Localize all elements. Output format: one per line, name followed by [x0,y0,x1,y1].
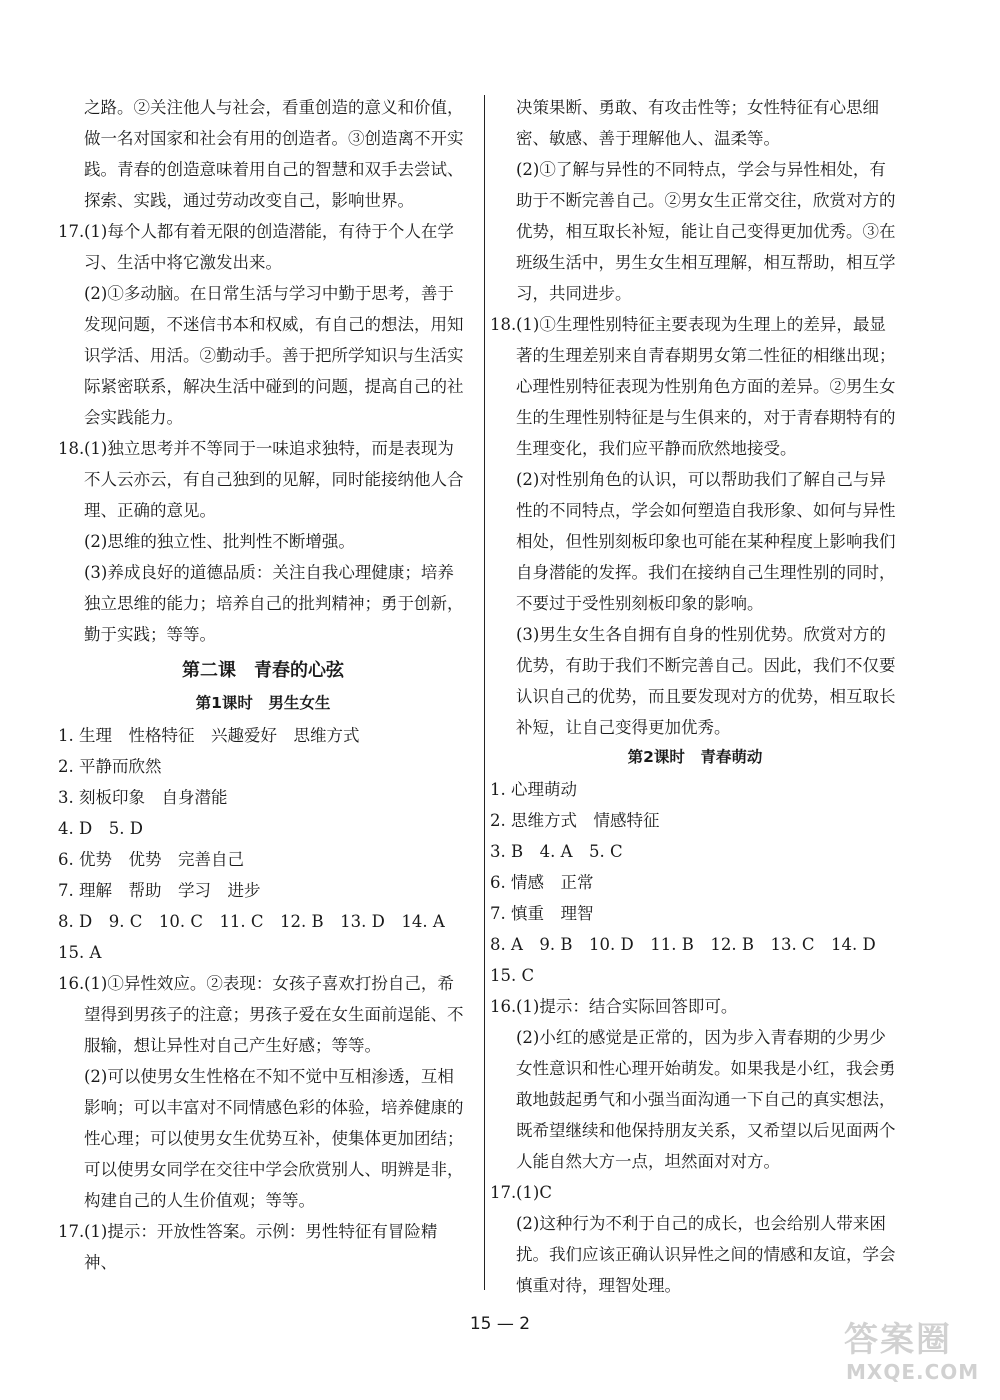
question-number: 18. [490,315,517,334]
column-divider [484,95,485,1290]
lesson-title: 第二课 青春的心弦 [182,660,344,681]
watermark-logo [838,1312,988,1392]
left-continuation-paragraph: 之路。②关注他人与社会，看重创造的意义和价值，做一名对国家和社会有用的创造者。③创造离不开实践。青春的创造意味着用自己的智慧和双手去尝试、探索、实践，通过劳动改变自己，影响世界。 [84,98,464,210]
answer-text: (1)①生理性别特征主要表现为生理上的差异，最显著的生理差别来自青春期男女第二性征的相继出现；心理性别特征表现为性别角色方面的差异。②男生女生的生理性别特征是与生俱来的，对于青春期特有的生理变化，我们应平静而欣然地接受。 [516,315,896,458]
answer-text: (1)提示：开放性答案。示例：男性特征有冒险精神、 [84,1222,438,1272]
answer-17b-part-2: (2)①了解与异性的不同特点，学会与异性相处，有助于不断完善自己。②男女生正常交往，欣赏对方的优势，相互取长补短，能让自己变得更加优秀。③在班级生活中，男生女生相互理解，相互帮助，相互学习，共同进步。 [516,160,896,303]
right-column [490,92,900,1301]
answer-18b-part-1 [490,309,900,464]
answer-6: 6. 情感 正常 [490,873,594,892]
page-number: 15 — 2 [469,1314,531,1334]
answer-2: 2. 思维方式 情感特征 [490,811,660,830]
answer-17c-part-1 [490,1177,900,1208]
answer-18b-part-3: (3)男生女生各自拥有自身的性别优势。欣赏对方的优势，有助于我们不断完善自己。因此，我们不仅要认识自己的优势，而且要发现对方的优势，相互取长补短，让自己变得更加优秀。 [516,625,896,737]
answer-15: 15. A [58,943,102,962]
watermark-url: MXQE.COM [846,1360,980,1384]
answer-text: (1)独立思考并不等同于一味追求独特，而是表现为不人云亦云，有自己独到的见解，同时能接纳他人合理、正确的意见。 [84,439,464,520]
answer-7: 7. 理解 帮助 学习 进步 [58,881,261,900]
answer-17c-part-2: (2)这种行为不利于自己的成长，也会给别人带来困扰。我们应该正确认识异性之间的情感和友谊，学会慎重对待，理智处理。 [516,1214,896,1295]
period-1-title: 第1课时 男生女生 [195,694,331,712]
answer-18-part-3: (3)养成良好的道德品质：关注自我心理健康；培养独立思维的能力；培养自己的批判精神；勇于创新，勤于实践；等等。 [84,563,464,644]
answer-16b-part-1 [490,991,900,1022]
period-2-title: 第2课时 青春萌动 [627,748,763,766]
question-number: 16. [58,974,85,993]
right-continuation-paragraph: 决策果断、勇敢、有攻击性等；女性特征有心思细密、敏感、善于理解他人、温柔等。 [516,98,879,148]
question-number: 17. [490,1183,517,1202]
answer-16-part-2: (2)可以使男女生性格在不知不觉中互相渗透，互相影响；可以丰富对不同情感色彩的体验，培养健康的性心理；可以使男女生优势互补，使集体更加团结；可以使男女同学在交往中学会欣赏别人、明辨是非，构建自己的人生价值观；等等。 [84,1067,464,1210]
answer-17-part-1 [58,216,468,278]
answer-text: (1)C [516,1183,552,1202]
left-column [58,92,468,1278]
answer-16-part-1 [58,968,468,1061]
answer-18b-part-2: (2)对性别角色的认识，可以帮助我们了解自己与异性的不同特点，学会如何塑造自我形象、如何与异性相处，但性别刻板印象也可能在某种程度上影响我们自身潜能的发挥。我们在接纳自己生理性别的同时，不要过于受性别刻板印象的影响。 [516,470,896,613]
answer-6: 6. 优势 优势 完善自己 [58,850,244,869]
answer-text: (1)每个人都有着无限的创造潜能，有待于个人在学习、生活中将它激发出来。 [84,222,454,272]
answer-3-5: 3. B 4. A 5. C [490,842,623,861]
answer-text: (1)提示：结合实际回答即可。 [516,997,738,1016]
answer-15: 15. C [490,966,535,985]
answer-2: 2. 平静而欣然 [58,757,162,776]
question-number: 18. [58,439,85,458]
answer-3: 3. 刻板印象 自身潜能 [58,788,228,807]
answer-1: 1. 生理 性格特征 兴趣爱好 思维方式 [58,726,360,745]
answer-8-14: 8. A 9. B 10. D 11. B 12. B 13. C 14. D [490,935,876,954]
answer-7: 7. 慎重 理智 [490,904,594,923]
answer-18-part-1 [58,433,468,526]
question-number: 16. [490,997,517,1016]
answer-4-5: 4. D 5. D [58,819,143,838]
answer-17b-part-1 [58,1216,468,1278]
answer-1: 1. 心理萌动 [490,780,577,799]
answer-8-14: 8. D 9. C 10. C 11. C 12. B 13. D 14. A [58,912,445,931]
answer-17-part-2: (2)①多动脑。在日常生活与学习中勤于思考，善于发现问题，不迷信书本和权威，有自己的想法，用知识学活、用活。②勤动手。善于把所学知识与生活实际紧密联系，解决生活中碰到的问题，提高自己的社会实践能力。 [84,284,464,427]
watermark-text: 答案圈 [844,1320,952,1360]
answer-text: (1)①异性效应。②表现：女孩子喜欢打扮自己，希望得到男孩子的注意；男孩子爱在女生面前逞能、不服输，想让异性对自己产生好感；等等。 [84,974,464,1055]
question-number: 17. [58,222,85,241]
answer-16b-part-2: (2)小红的感觉是正常的，因为步入青春期的少男少女性意识和性心理开始萌发。如果我是小红，我会勇敢地鼓起勇气和小强当面沟通一下自己的真实想法，既希望继续和他保持朋友关系，又希望以后见面两个人能自然大方一点，坦然面对对方。 [516,1028,896,1171]
question-number: 17. [58,1222,85,1241]
answer-18-part-2: (2)思维的独立性、批判性不断增强。 [84,532,355,551]
